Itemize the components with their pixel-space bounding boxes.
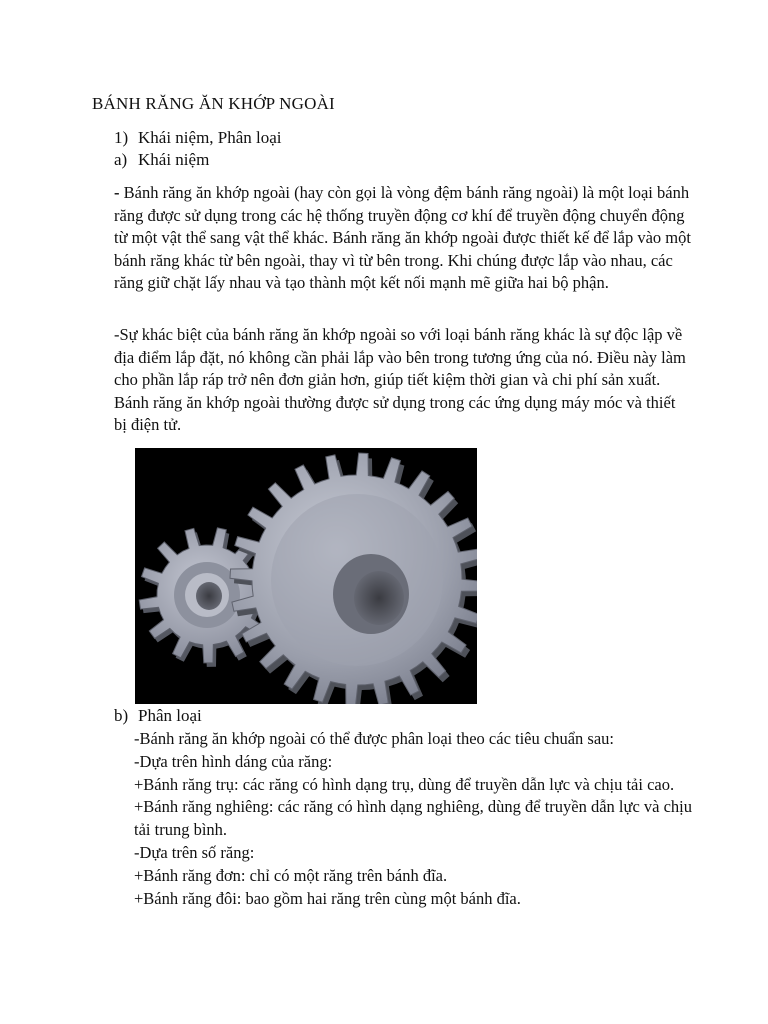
list-item: +Bánh răng nghiêng: các răng có hình dạng nghiêng, dùng để truyền dẫn lực và chịu tải trung bình. bbox=[134, 797, 693, 840]
subsection-a-number: a) bbox=[114, 150, 128, 169]
subsection-b-heading bbox=[114, 706, 202, 726]
list-item: -Dựa trên số răng: bbox=[134, 842, 255, 862]
difference-paragraph: -Sự khác biệt của bánh răng ăn khớp ngoài so với loại bánh răng khác là sự độc lập về địa điểm lắp đặt, nó không cần phải lắp vào bên trong tương ứng của nó. Điều này làm cho phần lắp ráp trở nên đơn giản hơn, giúp tiết kiệm thời gian và chi phí sản xuất. Bánh răng ăn khớp ngoài thường được sử dụng trong các ứng dụng máy móc và thiết bị điện tử. bbox=[114, 325, 686, 435]
gears-illustration bbox=[135, 448, 477, 704]
subsection-a-heading bbox=[114, 150, 209, 170]
section-1-heading bbox=[114, 128, 282, 148]
subsection-a-label: Khái niệm bbox=[138, 150, 210, 169]
definition-text: Bánh răng ăn khớp ngoài (hay còn gọi là vòng đệm bánh răng ngoài) là một loại bánh răng được sử dụng trong các hệ thống truyền động cơ khí để truyền động chuyển động từ một vật thể sang vật thể khác. Bánh răng ăn khớp ngoài được thiết kế để lắp vào một bánh răng khác từ bên ngoài, thay vì từ bên trong. Khi chúng được lắp vào nhau, các răng giữ chặt lấy nhau và tạo thành một kết nối mạnh mẽ giữa hai bộ phận. bbox=[114, 183, 691, 293]
definition-paragraph bbox=[114, 182, 692, 295]
classification-list bbox=[134, 728, 704, 910]
gears-drawing bbox=[135, 448, 477, 704]
large-gear bbox=[230, 453, 477, 704]
section-1-number: 1) bbox=[114, 128, 129, 147]
section-1-label: Khái niệm, Phân loại bbox=[138, 128, 282, 147]
list-item: +Bánh răng đôi: bao gồm hai răng trên cùng một bánh đĩa. bbox=[134, 888, 521, 908]
list-item: -Dựa trên hình dáng của răng: bbox=[134, 751, 333, 771]
list-item: +Bánh răng trụ: các răng có hình dạng trụ, dùng để truyền dẫn lực và chịu tải cao. bbox=[134, 774, 675, 794]
list-item: +Bánh răng đơn: chỉ có một răng trên bánh đĩa. bbox=[134, 865, 448, 885]
document-title: BÁNH RĂNG ĂN KHỚP NGOÀI bbox=[92, 94, 335, 113]
subsection-b-label: Phân loại bbox=[138, 706, 202, 725]
paragraph-dash: - bbox=[114, 183, 120, 202]
subsection-b-number: b) bbox=[114, 706, 129, 725]
list-item: -Bánh răng ăn khớp ngoài có thể được phân loại theo các tiêu chuẩn sau: bbox=[134, 729, 614, 748]
